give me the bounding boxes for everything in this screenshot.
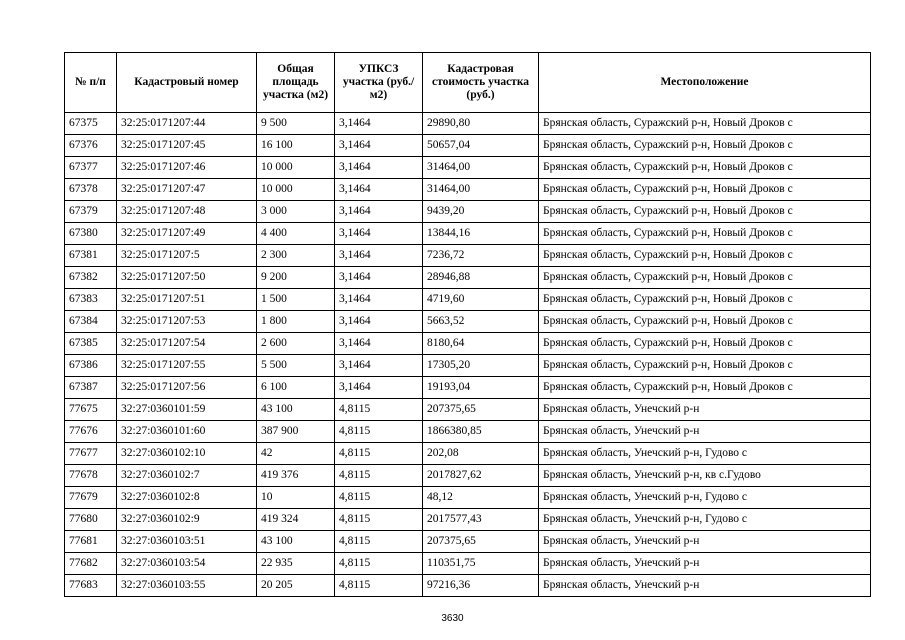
- header-total-area: Общая площадь участка (м2): [257, 53, 335, 113]
- table-row: [65, 245, 871, 267]
- cell-value: 31464,00: [423, 157, 539, 179]
- table-row: [65, 267, 871, 289]
- table-row: [65, 421, 871, 443]
- cell-upksz: 4,8115: [335, 575, 423, 597]
- cell-cadastral-number: 32:25:0171207:50: [117, 267, 257, 289]
- cell-location: Брянская область, Унечский р-н, кв с.Гудово: [539, 465, 871, 487]
- cell-location: Брянская область, Унечский р-н, Гудово с: [539, 487, 871, 509]
- cell-location: Брянская область, Суражский р-н, Новый Дроков с: [539, 201, 871, 223]
- cell-cadastral-number: 32:27:0360103:51: [117, 531, 257, 553]
- table-row: [65, 553, 871, 575]
- cell-location: Брянская область, Унечский р-н, Гудово с: [539, 443, 871, 465]
- cell-upksz: 3,1464: [335, 135, 423, 157]
- cell-row-number: 67381: [65, 245, 117, 267]
- cell-location: Брянская область, Унечский р-н: [539, 553, 871, 575]
- cell-upksz: 3,1464: [335, 245, 423, 267]
- table-row: [65, 179, 871, 201]
- cell-location: Брянская область, Суражский р-н, Новый Дроков с: [539, 245, 871, 267]
- cell-location: Брянская область, Суражский р-н, Новый Дроков с: [539, 223, 871, 245]
- cell-row-number: 67385: [65, 333, 117, 355]
- table-row: [65, 377, 871, 399]
- cell-upksz: 4,8115: [335, 509, 423, 531]
- cell-upksz: 3,1464: [335, 289, 423, 311]
- cell-row-number: 67386: [65, 355, 117, 377]
- cell-upksz: 4,8115: [335, 443, 423, 465]
- cell-upksz: 4,8115: [335, 399, 423, 421]
- cell-location: Брянская область, Суражский р-н, Новый Дроков с: [539, 355, 871, 377]
- table-row: [65, 201, 871, 223]
- cell-row-number: 77677: [65, 443, 117, 465]
- cell-cadastral-number: 32:25:0171207:55: [117, 355, 257, 377]
- cell-area: 419 324: [257, 509, 335, 531]
- cell-location: Брянская область, Суражский р-н, Новый Дроков с: [539, 333, 871, 355]
- cell-cadastral-number: 32:25:0171207:47: [117, 179, 257, 201]
- cell-location: Брянская область, Унечский р-н: [539, 399, 871, 421]
- cell-area: 3 000: [257, 201, 335, 223]
- cell-location: Брянская область, Унечский р-н: [539, 575, 871, 597]
- cell-upksz: 3,1464: [335, 157, 423, 179]
- cell-cadastral-number: 32:27:0360102:10: [117, 443, 257, 465]
- cell-upksz: 3,1464: [335, 377, 423, 399]
- cell-cadastral-number: 32:25:0171207:45: [117, 135, 257, 157]
- cell-row-number: 77681: [65, 531, 117, 553]
- cell-value: 17305,20: [423, 355, 539, 377]
- table-row: [65, 443, 871, 465]
- cell-location: Брянская область, Суражский р-н, Новый Дроков с: [539, 267, 871, 289]
- cell-location: Брянская область, Унечский р-н: [539, 421, 871, 443]
- table-row: [65, 223, 871, 245]
- table-row: [65, 575, 871, 597]
- cell-area: 9 500: [257, 113, 335, 135]
- cell-value: 31464,00: [423, 179, 539, 201]
- cell-upksz: 3,1464: [335, 311, 423, 333]
- cell-cadastral-number: 32:25:0171207:49: [117, 223, 257, 245]
- table-row: [65, 531, 871, 553]
- cell-row-number: 77679: [65, 487, 117, 509]
- table-row: [65, 465, 871, 487]
- cell-value: 8180,64: [423, 333, 539, 355]
- cell-upksz: 3,1464: [335, 201, 423, 223]
- cell-cadastral-number: 32:27:0360101:60: [117, 421, 257, 443]
- cell-value: 202,08: [423, 443, 539, 465]
- cell-area: 16 100: [257, 135, 335, 157]
- cell-value: 207375,65: [423, 399, 539, 421]
- cell-location: Брянская область, Унечский р-н, Гудово с: [539, 509, 871, 531]
- cell-area: 1 500: [257, 289, 335, 311]
- cell-location: Брянская область, Суражский р-н, Новый Дроков с: [539, 113, 871, 135]
- cell-row-number: 77675: [65, 399, 117, 421]
- cell-upksz: 3,1464: [335, 355, 423, 377]
- cell-location: Брянская область, Суражский р-н, Новый Дроков с: [539, 311, 871, 333]
- cell-upksz: 4,8115: [335, 487, 423, 509]
- cell-cadastral-number: 32:25:0171207:5: [117, 245, 257, 267]
- cell-cadastral-number: 32:25:0171207:53: [117, 311, 257, 333]
- cell-value: 4719,60: [423, 289, 539, 311]
- cell-cadastral-number: 32:27:0360102:9: [117, 509, 257, 531]
- cell-area: 2 300: [257, 245, 335, 267]
- cell-row-number: 67378: [65, 179, 117, 201]
- cell-cadastral-number: 32:25:0171207:51: [117, 289, 257, 311]
- cell-cadastral-number: 32:25:0171207:56: [117, 377, 257, 399]
- cell-area: 387 900: [257, 421, 335, 443]
- table-row: [65, 487, 871, 509]
- table-body: [65, 113, 871, 597]
- cell-location: Брянская область, Суражский р-н, Новый Дроков с: [539, 377, 871, 399]
- cell-row-number: 67384: [65, 311, 117, 333]
- cell-row-number: 67380: [65, 223, 117, 245]
- cell-upksz: 3,1464: [335, 179, 423, 201]
- cell-area: 419 376: [257, 465, 335, 487]
- table-row: [65, 289, 871, 311]
- cadastral-table: [64, 52, 871, 597]
- cell-row-number: 77682: [65, 553, 117, 575]
- cell-area: 42: [257, 443, 335, 465]
- cell-area: 43 100: [257, 399, 335, 421]
- cell-value: 19193,04: [423, 377, 539, 399]
- cell-upksz: 3,1464: [335, 267, 423, 289]
- table-header-row: [65, 53, 871, 113]
- document-page: [64, 52, 870, 597]
- cell-area: 2 600: [257, 333, 335, 355]
- cell-cadastral-number: 32:25:0171207:54: [117, 333, 257, 355]
- cell-value: 28946,88: [423, 267, 539, 289]
- table-row: [65, 355, 871, 377]
- header-cadastral-value: Кадастровая стоимость участка (руб.): [423, 53, 539, 113]
- cell-upksz: 3,1464: [335, 333, 423, 355]
- cell-area: 9 200: [257, 267, 335, 289]
- cell-row-number: 77680: [65, 509, 117, 531]
- cell-cadastral-number: 32:27:0360101:59: [117, 399, 257, 421]
- header-location: Местоположение: [539, 53, 871, 113]
- cell-row-number: 67377: [65, 157, 117, 179]
- cell-upksz: 4,8115: [335, 553, 423, 575]
- header-cadastral-number: Кадастровый номер: [117, 53, 257, 113]
- cell-upksz: 4,8115: [335, 465, 423, 487]
- cell-value: 1866380,85: [423, 421, 539, 443]
- cell-area: 20 205: [257, 575, 335, 597]
- cell-row-number: 67383: [65, 289, 117, 311]
- cell-value: 97216,36: [423, 575, 539, 597]
- cell-area: 4 400: [257, 223, 335, 245]
- header-row-number: № п/п: [65, 53, 117, 113]
- cell-area: 10 000: [257, 157, 335, 179]
- cell-location: Брянская область, Суражский р-н, Новый Дроков с: [539, 157, 871, 179]
- cell-location: Брянская область, Суражский р-н, Новый Дроков с: [539, 179, 871, 201]
- cell-area: 5 500: [257, 355, 335, 377]
- cell-area: 10 000: [257, 179, 335, 201]
- cell-area: 1 800: [257, 311, 335, 333]
- cell-value: 5663,52: [423, 311, 539, 333]
- table-row: [65, 113, 871, 135]
- table-row: [65, 311, 871, 333]
- cell-location: Брянская область, Суражский р-н, Новый Дроков с: [539, 135, 871, 157]
- cell-upksz: 4,8115: [335, 421, 423, 443]
- cell-cadastral-number: 32:27:0360102:7: [117, 465, 257, 487]
- cell-row-number: 77683: [65, 575, 117, 597]
- table-row: [65, 509, 871, 531]
- cell-location: Брянская область, Суражский р-н, Новый Дроков с: [539, 289, 871, 311]
- cell-cadastral-number: 32:25:0171207:48: [117, 201, 257, 223]
- header-upksz: УПКСЗ участка (руб./м2): [335, 53, 423, 113]
- cell-area: 6 100: [257, 377, 335, 399]
- cell-row-number: 67382: [65, 267, 117, 289]
- cell-value: 2017577,43: [423, 509, 539, 531]
- cell-row-number: 67375: [65, 113, 117, 135]
- cell-value: 50657,04: [423, 135, 539, 157]
- cell-cadastral-number: 32:27:0360103:55: [117, 575, 257, 597]
- cell-location: Брянская область, Унечский р-н: [539, 531, 871, 553]
- cell-value: 2017827,62: [423, 465, 539, 487]
- cell-area: 10: [257, 487, 335, 509]
- table-row: [65, 135, 871, 157]
- cell-cadastral-number: 32:25:0171207:46: [117, 157, 257, 179]
- cell-row-number: 67376: [65, 135, 117, 157]
- cell-row-number: 77676: [65, 421, 117, 443]
- cell-upksz: 4,8115: [335, 531, 423, 553]
- cell-row-number: 77678: [65, 465, 117, 487]
- cell-value: 13844,16: [423, 223, 539, 245]
- cell-area: 22 935: [257, 553, 335, 575]
- cell-value: 29890,80: [423, 113, 539, 135]
- cell-value: 48,12: [423, 487, 539, 509]
- cell-upksz: 3,1464: [335, 113, 423, 135]
- table-row: [65, 157, 871, 179]
- page-number: 3630: [441, 613, 464, 624]
- cell-row-number: 67387: [65, 377, 117, 399]
- table-row: [65, 333, 871, 355]
- cell-area: 43 100: [257, 531, 335, 553]
- table-row: [65, 399, 871, 421]
- cell-cadastral-number: 32:27:0360103:54: [117, 553, 257, 575]
- cell-value: 207375,65: [423, 531, 539, 553]
- cell-cadastral-number: 32:27:0360102:8: [117, 487, 257, 509]
- cell-value: 7236,72: [423, 245, 539, 267]
- cell-value: 9439,20: [423, 201, 539, 223]
- cell-cadastral-number: 32:25:0171207:44: [117, 113, 257, 135]
- cell-row-number: 67379: [65, 201, 117, 223]
- cell-value: 110351,75: [423, 553, 539, 575]
- cell-upksz: 3,1464: [335, 223, 423, 245]
